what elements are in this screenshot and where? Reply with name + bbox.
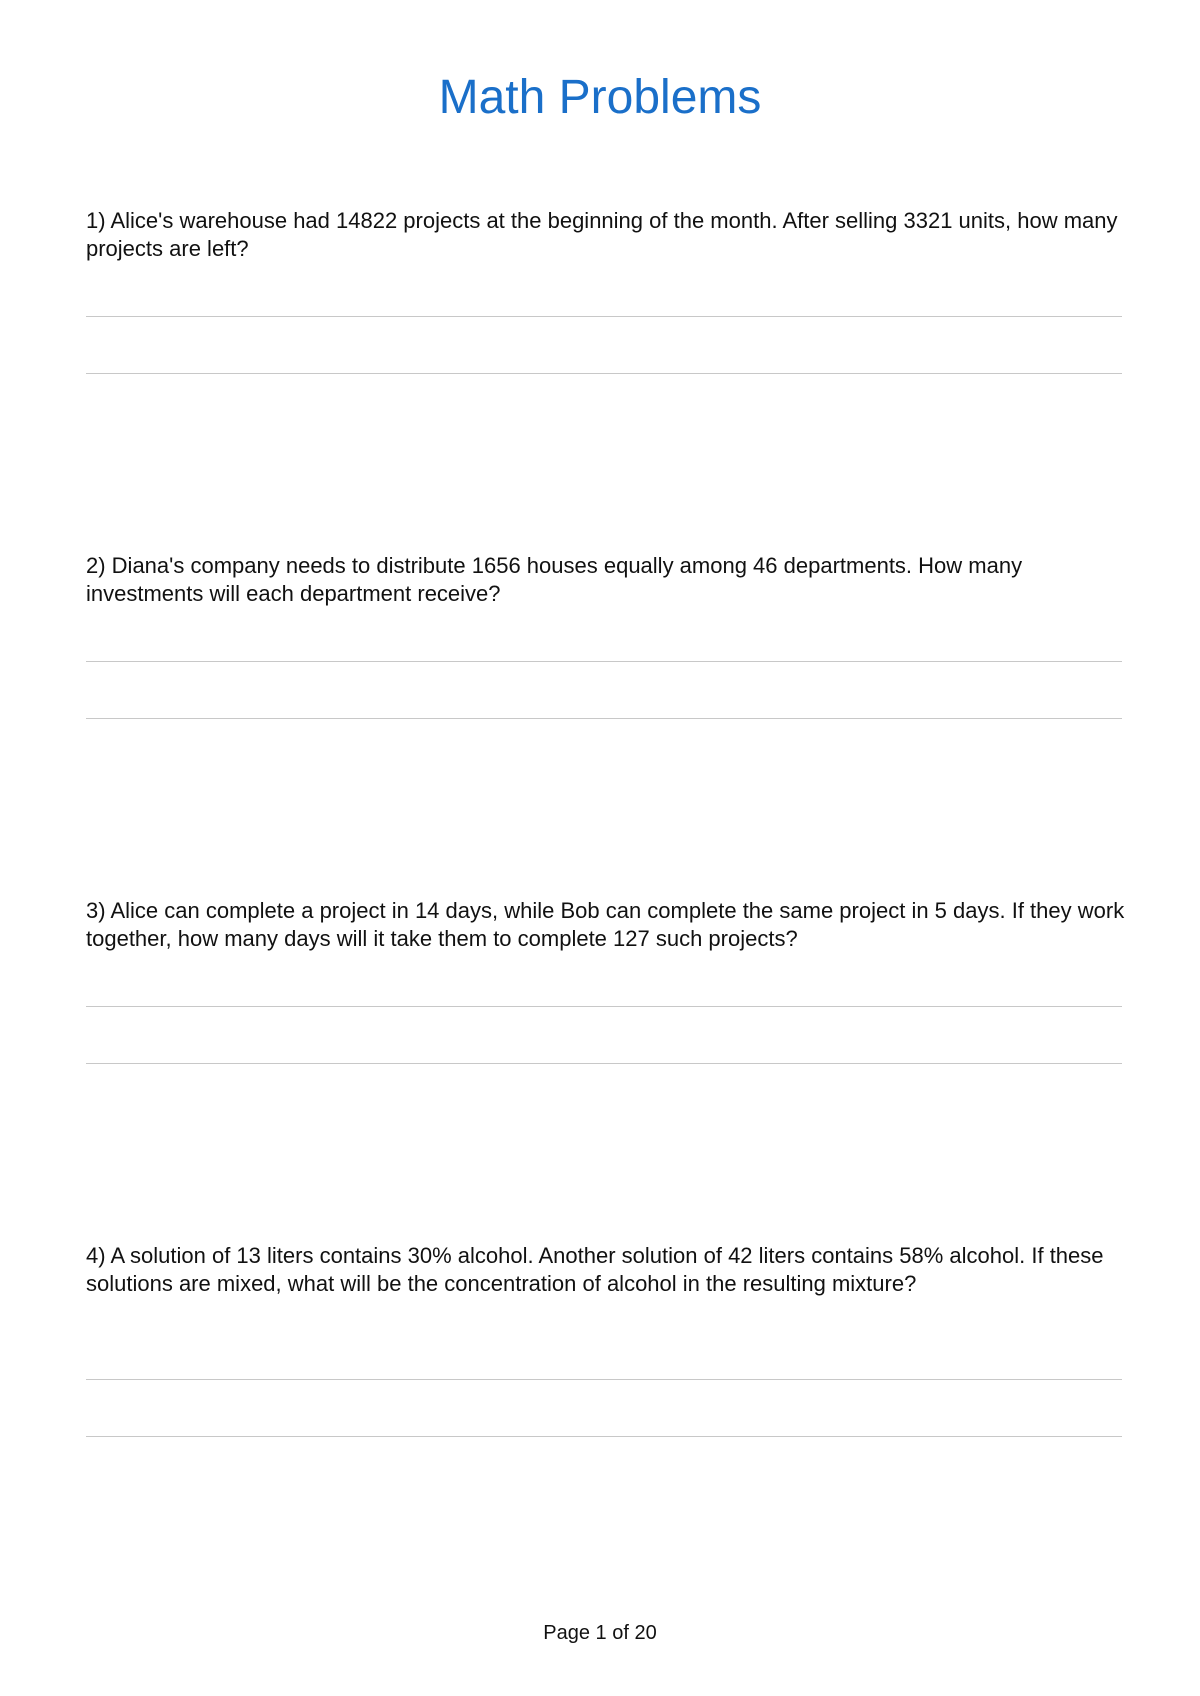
problem-text: 2) Diana's company needs to distribute 1656 houses equally among 46 departments. How many investments will each department receive? <box>86 553 1023 606</box>
page-title: Math Problems <box>438 71 762 124</box>
answer-line <box>86 1379 1122 1380</box>
problem-2 <box>86 552 1126 608</box>
answer-line <box>86 1436 1122 1437</box>
answer-line <box>86 661 1122 662</box>
answer-line <box>86 316 1122 317</box>
problem-4 <box>86 1242 1126 1298</box>
answer-line <box>86 1006 1122 1007</box>
page-number: Page 1 of 20 <box>543 1622 657 1644</box>
problem-text: 4) A solution of 13 liters contains 30% alcohol. Another solution of 42 liters contains 58% alcohol. If these solutions are mixed, what will be the concentration of alcohol in the resulting mixture? <box>86 1243 1104 1296</box>
problem-1 <box>86 207 1126 263</box>
problem-text: 1) Alice's warehouse had 14822 projects at the beginning of the month. After selling 3321 units, how many projects are left? <box>86 208 1118 261</box>
problem-3 <box>86 897 1126 953</box>
problem-text: 3) Alice can complete a project in 14 days, while Bob can complete the same project in 5 days. If they work together, how many days will it take them to complete 127 such projects? <box>86 898 1125 951</box>
answer-line <box>86 373 1122 374</box>
answer-line <box>86 1063 1122 1064</box>
answer-line <box>86 718 1122 719</box>
